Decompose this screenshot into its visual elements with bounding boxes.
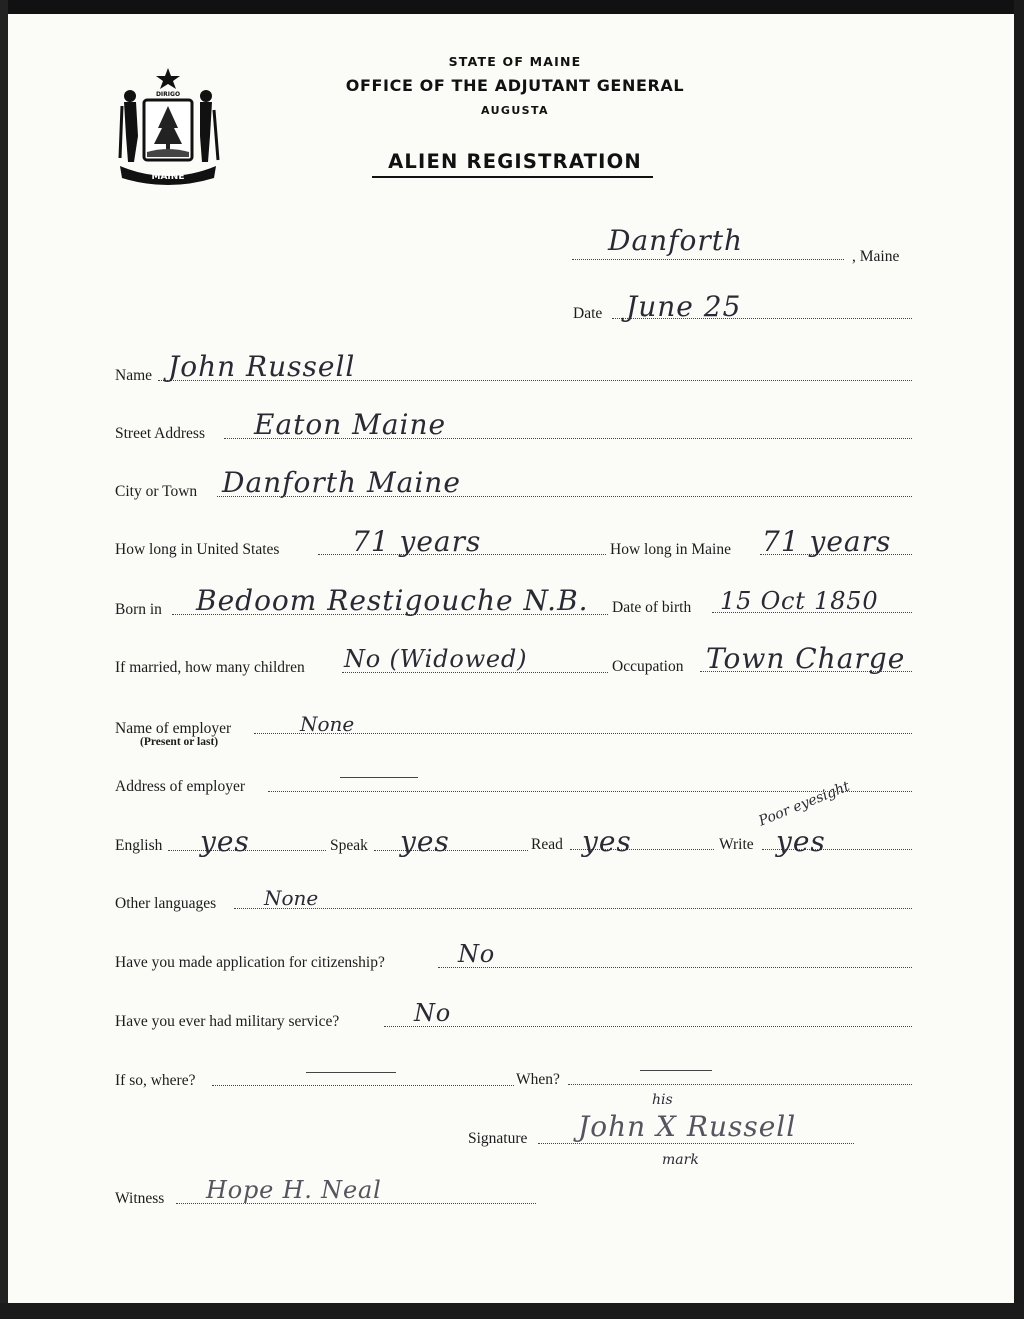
scan-border-left bbox=[0, 0, 8, 1319]
maine-suffix-label: , Maine bbox=[852, 248, 900, 265]
military-line bbox=[384, 1026, 912, 1027]
military-value: No bbox=[414, 999, 452, 1027]
seal-banner: MAINE bbox=[151, 172, 185, 182]
employer-note: (Present or last) bbox=[140, 736, 219, 748]
children-value: No (Widowed) bbox=[344, 645, 528, 673]
signature-value: John X Russell bbox=[578, 1110, 797, 1143]
scan-border-bottom bbox=[0, 1303, 1024, 1319]
header-city: AUGUSTA bbox=[481, 104, 549, 117]
date-of-birth-value: 15 Oct 1850 bbox=[720, 587, 879, 615]
read-label: Read bbox=[531, 836, 563, 853]
date-value: June 25 bbox=[626, 290, 742, 323]
how-long-maine-value: 71 years bbox=[762, 525, 892, 558]
citizenship-value: No bbox=[458, 940, 496, 968]
date-label: Date bbox=[573, 305, 603, 322]
how-long-maine-label: How long in Maine bbox=[610, 541, 731, 558]
other-languages-label: Other languages bbox=[115, 895, 217, 912]
street-address-value: Eaton Maine bbox=[254, 408, 447, 441]
witness-label: Witness bbox=[115, 1190, 165, 1207]
town-line bbox=[572, 259, 844, 260]
title-underline bbox=[372, 176, 653, 178]
speak-label: Speak bbox=[330, 837, 368, 854]
signature-mark: mark bbox=[662, 1152, 699, 1168]
speak-line bbox=[374, 850, 528, 851]
employer-address-label: Address of employer bbox=[115, 778, 245, 795]
employer-name-value: None bbox=[300, 712, 355, 736]
svg-text:DIRIGO: DIRIGO bbox=[155, 91, 181, 98]
if-so-where-line bbox=[212, 1085, 514, 1086]
street-address-label: Street Address bbox=[115, 425, 205, 442]
children-label: If married, how many children bbox=[115, 659, 305, 676]
name-label: Name bbox=[115, 367, 153, 384]
name-value: John Russell bbox=[168, 350, 356, 383]
if-so-where-dash bbox=[306, 1072, 396, 1073]
read-value: yes bbox=[582, 825, 632, 858]
employer-address-dash bbox=[340, 777, 418, 778]
other-languages-value: None bbox=[264, 886, 319, 910]
born-in-label: Born in bbox=[115, 601, 162, 618]
write-label: Write bbox=[719, 836, 754, 853]
english-value: yes bbox=[200, 825, 250, 858]
city-or-town-label: City or Town bbox=[115, 483, 198, 500]
signature-line bbox=[538, 1143, 854, 1144]
state-seal-icon bbox=[114, 66, 222, 190]
if-so-where-label: If so, where? bbox=[115, 1072, 196, 1089]
when-dash bbox=[640, 1070, 712, 1071]
occupation-label: Occupation bbox=[612, 658, 684, 675]
how-long-us-value: 71 years bbox=[352, 525, 482, 558]
other-languages-line bbox=[234, 908, 912, 909]
occupation-value: Town Charge bbox=[706, 642, 906, 675]
when-label: When? bbox=[516, 1071, 560, 1088]
scan-border-right bbox=[1014, 0, 1024, 1319]
scan-border-top bbox=[0, 0, 1024, 14]
military-label: Have you ever had military service? bbox=[115, 1013, 340, 1030]
speak-value: yes bbox=[400, 825, 450, 858]
city-or-town-value: Danforth Maine bbox=[222, 466, 461, 499]
citizenship-label: Have you made application for citizenship? bbox=[115, 954, 385, 971]
witness-value: Hope H. Neal bbox=[206, 1176, 382, 1204]
signature-label: Signature bbox=[468, 1130, 528, 1147]
born-in-value: Bedoom Restigouche N.B. bbox=[196, 584, 589, 617]
citizenship-line bbox=[438, 967, 912, 968]
signature-his: his bbox=[652, 1092, 673, 1108]
how-long-us-label: How long in United States bbox=[115, 541, 280, 558]
employer-name-label: Name of employer bbox=[115, 720, 232, 737]
english-label: English bbox=[115, 837, 163, 854]
when-line bbox=[568, 1084, 912, 1085]
write-note: Poor eyesight bbox=[756, 778, 853, 830]
form-title: ALIEN REGISTRATION bbox=[388, 150, 642, 173]
header-state: STATE OF MAINE bbox=[448, 54, 582, 69]
date-of-birth-label: Date of birth bbox=[612, 599, 692, 616]
write-value: yes bbox=[776, 825, 826, 858]
town-value: Danforth bbox=[608, 224, 744, 257]
header-office: OFFICE OF THE ADJUTANT GENERAL bbox=[345, 76, 685, 95]
